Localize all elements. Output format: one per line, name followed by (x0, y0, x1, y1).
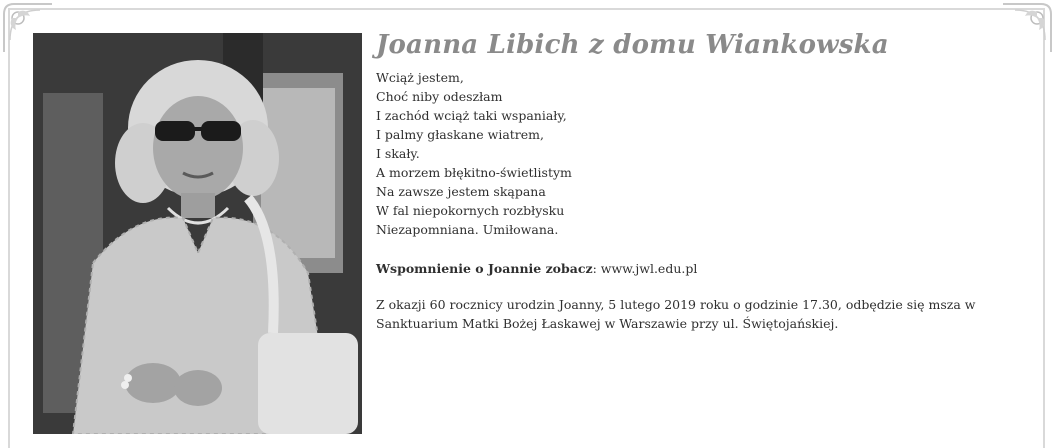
person-name: Joanna Libich z domu Wiankowska (376, 30, 889, 60)
poem-line: I skały. (376, 146, 420, 161)
poem-line: I zachód wciąż taki wspaniały, (376, 108, 567, 123)
portrait-illustration (33, 33, 362, 434)
poem-line: A morzem błękitno-świetlistym (376, 165, 572, 180)
poem-line: Na zawsze jestem skąpana (376, 184, 546, 199)
poem-line: Niezapomniana. Umiłowana. (376, 222, 559, 237)
poem-line: I palmy głaskane wiatrem, (376, 127, 544, 142)
mass-notice: Z okazji 60 rocznicy urodzin Joanny, 5 lutego 2019 roku o godzinie 17.30, odbędzie się msza w Sanktuarium Matki Bożej Łaskawej w Warszawie przy ul. Świętojańskiej. (376, 297, 976, 331)
poem-line: W fal niepokornych rozbłysku (376, 203, 565, 218)
memory-separator: : (592, 261, 597, 276)
obituary-content (376, 30, 1036, 333)
memory-label: Wspomnienie o Joannie zobacz (376, 261, 593, 276)
poem-line: Choć niby odeszłam (376, 89, 503, 104)
memory-website-link[interactable]: www.jwl.edu.pl (600, 261, 698, 276)
poem-line: Wciąż jestem, (376, 70, 464, 85)
memory-reference (376, 259, 1036, 278)
poem (376, 68, 1036, 239)
portrait-photo (33, 33, 362, 434)
